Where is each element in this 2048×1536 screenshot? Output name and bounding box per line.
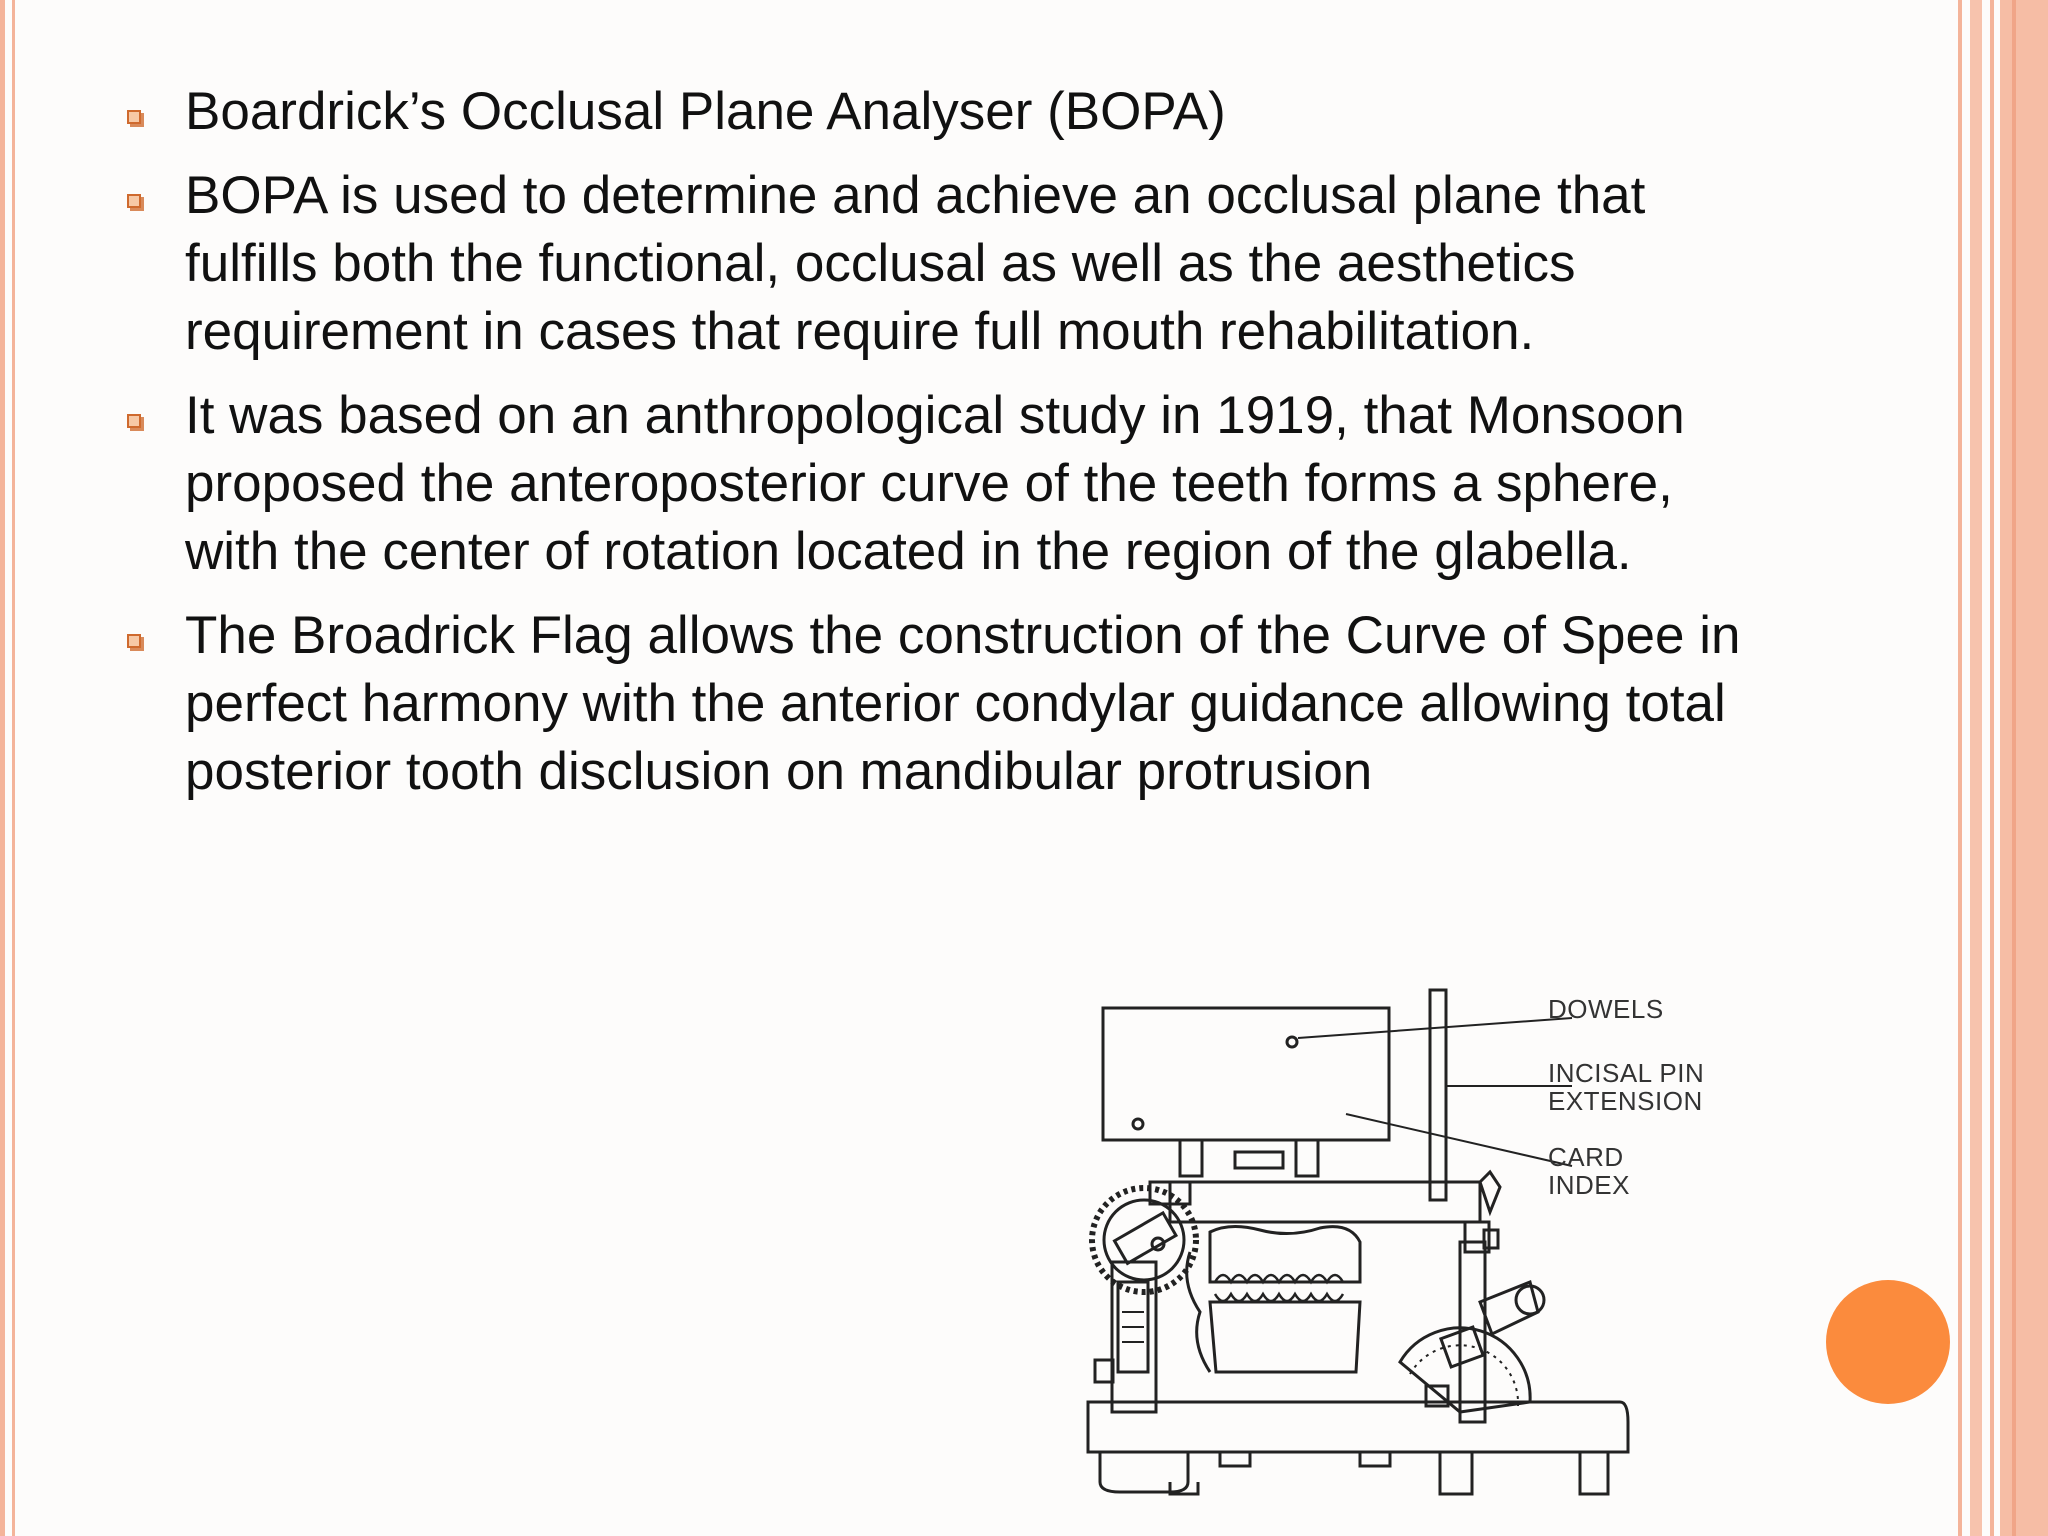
square-bullet-icon xyxy=(127,194,141,208)
card-index-box xyxy=(1103,1008,1389,1140)
frame-stripe-right-2 xyxy=(1970,0,1982,1536)
analyser-drawing xyxy=(1088,990,1628,1494)
frame-stripe-left-outer xyxy=(0,0,5,1536)
incisal-pin-label-line2: EXTENSION xyxy=(1548,1086,1703,1116)
bullet-item xyxy=(125,162,1765,366)
bullet-text: Boardrick’s Occlusal Plane Analyser (BOPA) xyxy=(185,82,1226,141)
bullet-list xyxy=(125,78,1765,822)
bullet-text: The Broadrick Flag allows the construction of the Curve of Spee in perfect harmony with the anterior condylar guidance allowing total posterior tooth disclusion on mandibular protrusion xyxy=(185,606,1741,801)
bullet-text: It was based on an anthropological study in 1919, that Monsoon proposed the anteroposterior curve of the teeth forms a sphere, with the center of rotation located in the region of the glabella. xyxy=(185,386,1685,581)
frame-stripe-right-1 xyxy=(1958,0,1962,1536)
diagram-labels xyxy=(1548,994,1704,1200)
frame-stripe-left-inner xyxy=(12,0,15,1536)
bopa-diagram-drawing xyxy=(1060,982,1800,1502)
accent-circle xyxy=(1826,1280,1950,1404)
leader-line-dowels xyxy=(1298,1018,1572,1038)
square-bullet-icon xyxy=(127,110,141,124)
square-bullet-icon xyxy=(127,634,141,648)
frame-stripe-right-5 xyxy=(2012,0,2016,1536)
dowel-lower xyxy=(1133,1119,1143,1129)
incisal-pin-label-line1: INCISAL PIN xyxy=(1548,1058,1705,1088)
card-index-label-line2: INDEX xyxy=(1548,1170,1630,1200)
bullet-item xyxy=(125,382,1765,586)
incisal-pin-rod xyxy=(1430,990,1446,1200)
bullet-text: BOPA is used to determine and achieve an occlusal plane that fulfills both the functional, occlusal as well as the aesthetics requirement in cases that require full mouth rehabilitation. xyxy=(185,166,1646,361)
bullet-item xyxy=(125,602,1765,806)
bopa-diagram xyxy=(1060,982,1800,1502)
dowel-upper xyxy=(1287,1037,1297,1047)
frame-stripe-right-4 xyxy=(2000,0,2048,1536)
dowels-label: DOWELS xyxy=(1548,994,1664,1024)
frame-stripe-right-3 xyxy=(1990,0,1994,1536)
square-bullet-icon xyxy=(127,414,141,428)
bullet-item xyxy=(125,78,1765,146)
card-index-label-line1: CARD xyxy=(1548,1142,1624,1172)
